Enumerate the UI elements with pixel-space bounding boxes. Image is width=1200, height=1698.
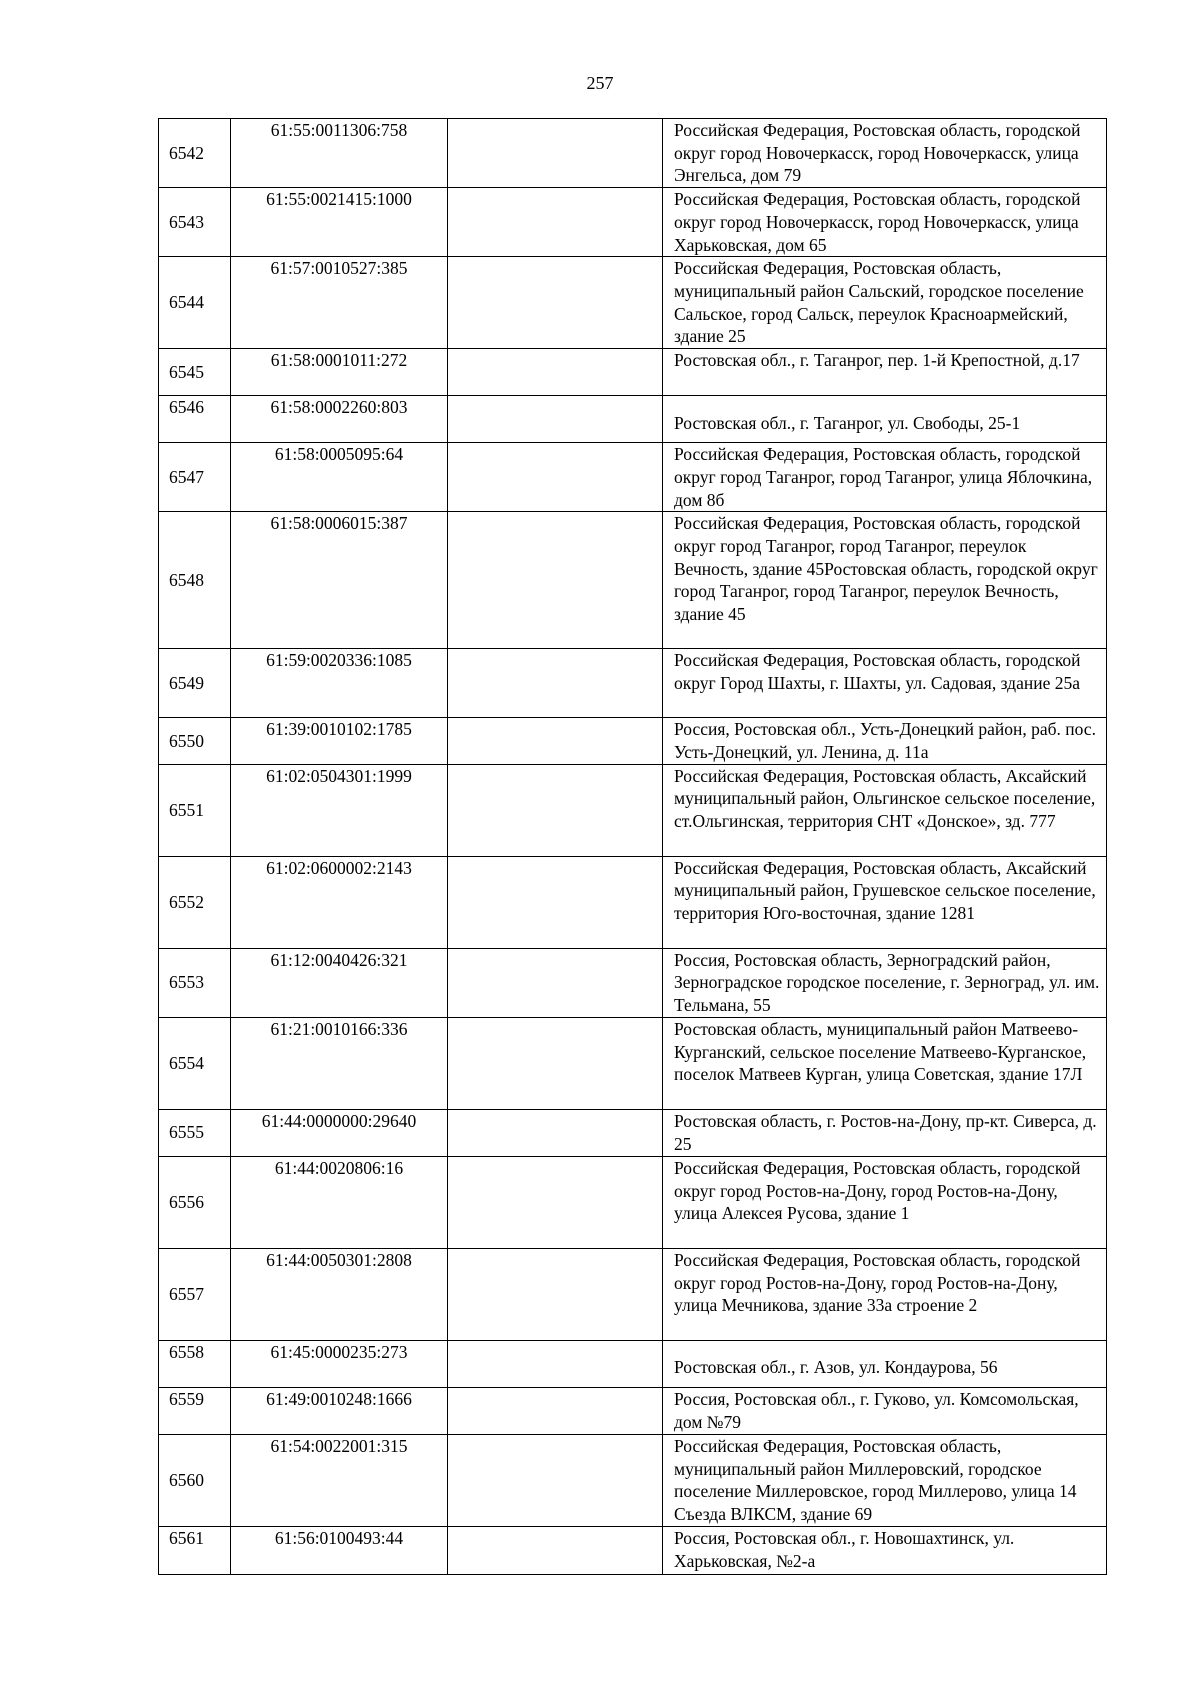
cadastral-number: 61:49:0010248:1666 <box>231 1387 448 1434</box>
row-number: 6556 <box>159 1156 231 1248</box>
table-row <box>159 396 1107 443</box>
empty-cell <box>448 1017 663 1109</box>
address: Российская Федерация, Ростовская область, Аксайский муниципальный район, Грушевское сельское поселение, территория Юго-восточная, здание 1281 <box>663 856 1107 948</box>
page-number: 257 <box>586 73 614 93</box>
registry-table <box>158 118 1107 1575</box>
address: Россия, Ростовская обл., г. Гуково, ул. Комсомольская, дом №79 <box>663 1387 1107 1434</box>
cadastral-number: 61:58:0001011:272 <box>231 349 448 396</box>
table-row <box>159 1387 1107 1434</box>
address: Российская Федерация, Ростовская область, городской округ город Новочеркасск, город Новочеркасск, улица Харьковская, дом 65 <box>663 188 1107 257</box>
address: Российская Федерация, Ростовская область, городской округ город Ростов-на-Дону, город Ростов-на-Дону, улица Алексея Русова, здание 1 <box>663 1156 1107 1248</box>
address: Российская Федерация, Ростовская область, городской округ город Таганрог, город Таганрог, улица Яблочкина, дом 8б <box>663 443 1107 512</box>
cadastral-number: 61:02:0504301:1999 <box>231 764 448 856</box>
table-row <box>159 1434 1107 1526</box>
empty-cell <box>448 1526 663 1574</box>
address: Российская Федерация, Ростовская область, городской округ город Ростов-на-Дону, город Ростов-на-Дону, улица Мечникова, здание 33а строение 2 <box>663 1248 1107 1340</box>
row-number: 6559 <box>159 1387 231 1434</box>
row-number: 6561 <box>159 1526 231 1574</box>
address: Российская Федерация, Ростовская область, муниципальный район Сальский, городское поселение Сальское, город Сальск, переулок Красноармейский, здание 25 <box>663 257 1107 349</box>
empty-cell <box>448 188 663 257</box>
row-number: 6555 <box>159 1109 231 1156</box>
table-row <box>159 718 1107 764</box>
cadastral-number: 61:58:0002260:803 <box>231 396 448 443</box>
cadastral-number: 61:44:0050301:2808 <box>231 1248 448 1340</box>
row-number: 6548 <box>159 512 231 649</box>
table-row <box>159 1156 1107 1248</box>
empty-cell <box>448 649 663 718</box>
empty-cell <box>448 1340 663 1387</box>
table-row <box>159 1526 1107 1574</box>
cadastral-number: 61:56:0100493:44 <box>231 1526 448 1574</box>
empty-cell <box>448 257 663 349</box>
address: Российская Федерация, Ростовская область, Аксайский муниципальный район, Ольгинское сельское поселение, ст.Ольгинская, территория СНТ «Донское», зд. 777 <box>663 764 1107 856</box>
row-number: 6546 <box>159 396 231 443</box>
row-number: 6550 <box>159 718 231 764</box>
table-row <box>159 257 1107 349</box>
address: Ростовская область, муниципальный район Матвеево-Курганский, сельское поселение Матвеево-Курганское, поселок Матвеев Курган, улица Советская, здание 17Л <box>663 1017 1107 1109</box>
table-row <box>159 349 1107 396</box>
table-row <box>159 948 1107 1017</box>
row-number: 6545 <box>159 349 231 396</box>
row-number: 6544 <box>159 257 231 349</box>
cadastral-number: 61:59:0020336:1085 <box>231 649 448 718</box>
table-row <box>159 1248 1107 1340</box>
table-row <box>159 443 1107 512</box>
row-number: 6549 <box>159 649 231 718</box>
row-number: 6552 <box>159 856 231 948</box>
address: Россия, Ростовская обл., Усть-Донецкий район, раб. пос. Усть-Донецкий, ул. Ленина, д. 11а <box>663 718 1107 764</box>
cadastral-number: 61:58:0006015:387 <box>231 512 448 649</box>
row-number: 6554 <box>159 1017 231 1109</box>
cadastral-number: 61:55:0011306:758 <box>231 119 448 188</box>
empty-cell <box>448 396 663 443</box>
cadastral-number: 61:57:0010527:385 <box>231 257 448 349</box>
row-number: 6553 <box>159 948 231 1017</box>
cadastral-number: 61:12:0040426:321 <box>231 948 448 1017</box>
empty-cell <box>448 512 663 649</box>
empty-cell <box>448 764 663 856</box>
cadastral-number: 61:55:0021415:1000 <box>231 188 448 257</box>
empty-cell <box>448 1434 663 1526</box>
table-row <box>159 188 1107 257</box>
empty-cell <box>448 948 663 1017</box>
cadastral-number: 61:39:0010102:1785 <box>231 718 448 764</box>
address: Ростовская обл., г. Таганрог, ул. Свободы, 25-1 <box>663 396 1107 443</box>
table-row <box>159 764 1107 856</box>
empty-cell <box>448 349 663 396</box>
table-row <box>159 512 1107 649</box>
address: Россия, Ростовская область, Зерноградский район, Зерноградское городское поселение, г. Зерноград, ул. им. Тельмана, 55 <box>663 948 1107 1017</box>
table-row <box>159 856 1107 948</box>
address: Ростовская область, г. Ростов-на-Дону, пр-кт. Сиверса, д. 25 <box>663 1109 1107 1156</box>
row-number: 6560 <box>159 1434 231 1526</box>
empty-cell <box>448 119 663 188</box>
empty-cell <box>448 1387 663 1434</box>
cadastral-number: 61:02:0600002:2143 <box>231 856 448 948</box>
empty-cell <box>448 856 663 948</box>
cadastral-number: 61:58:0005095:64 <box>231 443 448 512</box>
address: Россия, Ростовская обл., г. Новошахтинск, ул. Харьковская, №2-а <box>663 1526 1107 1574</box>
address: Ростовская обл., г. Таганрог, пер. 1-й Крепостной, д.17 <box>663 349 1107 396</box>
address: Ростовская обл., г. Азов, ул. Кондаурова, 56 <box>663 1340 1107 1387</box>
table-row <box>159 119 1107 188</box>
empty-cell <box>448 443 663 512</box>
cadastral-number: 61:44:0000000:29640 <box>231 1109 448 1156</box>
table-row <box>159 1017 1107 1109</box>
table-row <box>159 1109 1107 1156</box>
row-number: 6543 <box>159 188 231 257</box>
row-number: 6551 <box>159 764 231 856</box>
row-number: 6542 <box>159 119 231 188</box>
row-number: 6557 <box>159 1248 231 1340</box>
address: Российская Федерация, Ростовская область, муниципальный район Миллеровский, городское поселение Миллеровское, город Миллерово, улица 14 Съезда ВЛКСМ, здание 69 <box>663 1434 1107 1526</box>
address: Российская Федерация, Ростовская область, городской округ город Таганрог, город Таганрог, переулок Вечность, здание 45Ростовская область, городской округ город Таганрог, город Таганрог, переулок Вечность, здание 45 <box>663 512 1107 649</box>
empty-cell <box>448 718 663 764</box>
address: Российская Федерация, Ростовская область, городской округ город Новочеркасск, город Новочеркасск, улица Энгельса, дом 79 <box>663 119 1107 188</box>
empty-cell <box>448 1109 663 1156</box>
table-row <box>159 649 1107 718</box>
cadastral-number: 61:45:0000235:273 <box>231 1340 448 1387</box>
row-number: 6547 <box>159 443 231 512</box>
row-number: 6558 <box>159 1340 231 1387</box>
address: Российская Федерация, Ростовская область, городской округ Город Шахты, г. Шахты, ул. Садовая, здание 25а <box>663 649 1107 718</box>
cadastral-number: 61:21:0010166:336 <box>231 1017 448 1109</box>
table-row <box>159 1340 1107 1387</box>
cadastral-number: 61:54:0022001:315 <box>231 1434 448 1526</box>
cadastral-number: 61:44:0020806:16 <box>231 1156 448 1248</box>
empty-cell <box>448 1248 663 1340</box>
empty-cell <box>448 1156 663 1248</box>
